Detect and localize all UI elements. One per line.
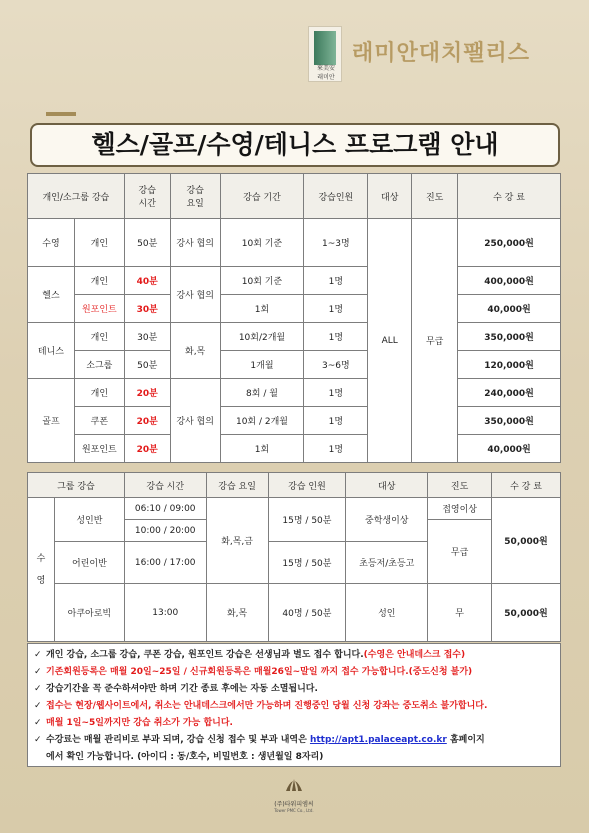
class-target: 중학생이상 [346,498,428,542]
lesson-type: 원포인트 [74,435,124,463]
header-group: 그룹 강습 [28,473,125,498]
check-icon: ✓ [34,701,42,711]
lesson-type: 개인 [74,219,124,267]
lesson-fee: 350,000원 [458,323,561,351]
lesson-day: 강사 협의 [170,219,220,267]
lesson-people: 1명 [304,435,368,463]
logo [308,26,342,82]
lesson-period: 10회 기준 [220,219,304,267]
lesson-fee: 400,000원 [458,267,561,295]
note-item [34,681,554,698]
homepage-link[interactable]: http://apt1.palaceapt.co.kr [309,735,447,745]
check-icon: ✓ [34,735,42,745]
class-progress: 접영이상 [428,498,492,520]
note-text: 매월 1일~5일까지만 강습 취소가 가능 합니다. [46,718,233,728]
lesson-fee: 40,000원 [458,295,561,323]
header-target: 대상 [346,473,428,498]
class-days: 화,목,금 [206,498,268,584]
class-time: 10:00 / 20:00 [124,520,206,542]
lesson-day: 화,목 [170,323,220,379]
lesson-period: 1개월 [220,351,304,379]
header-progress: 진도 [428,473,492,498]
lesson-type: 개인 [74,379,124,407]
lesson-people: 1명 [304,323,368,351]
class-aqua: 아쿠아로빅 [54,584,124,642]
lesson-period: 10회 / 2개월 [220,407,304,435]
class-adult: 성인반 [54,498,124,542]
header-time: 강습 시간 [124,473,206,498]
progress-none: 무급 [412,219,458,463]
header-day: 강습 요일 [170,174,220,219]
note-emphasis: (수영은 안내데스크 접수) [363,650,466,660]
header-time: 강습 시간 [124,174,170,219]
lesson-fee: 350,000원 [458,407,561,435]
notes-box [27,643,561,767]
company-name: (주)타워피엠씨 [274,801,314,808]
lesson-people: 1명 [304,295,368,323]
note-item [34,732,554,749]
note-text: 개인 강습, 소그룹 강습, 쿠폰 강습, 원포인트 강습은 선생님과 별도 접수 합니다. [46,650,364,660]
check-icon: ✓ [34,718,42,728]
lesson-people: 1명 [304,379,368,407]
group-lesson-table [27,472,561,642]
lesson-people: 1명 [304,407,368,435]
header-fee: 수 강 료 [458,174,561,219]
lesson-people: 3~6명 [304,351,368,379]
note-item [34,647,554,664]
lesson-period: 1회 [220,435,304,463]
brand-name: 래미안대치팰리스 [352,41,531,66]
category-tennis: 테니스 [28,323,75,379]
note-item [34,749,554,766]
note-text: 수강료는 매월 관리비로 부과 되며, 강습 신청 접수 및 부과 내역은 [46,735,307,745]
note-text: 에서 확인 가능합니다. (아이디 : 동/호수, 비밀번호 : 생년월일 8자리) [46,752,324,762]
lesson-period: 1회 [220,295,304,323]
check-icon: ✓ [34,667,42,677]
lesson-period: 10회 기준 [220,267,304,295]
note-text: 강습기간을 꼭 준수하셔야만 하며 기간 종료 후에는 자동 소멸됩니다. [46,684,318,694]
lesson-day: 강사 협의 [170,267,220,323]
individual-lesson-table [27,173,561,463]
class-time: 16:00 / 17:00 [124,542,206,584]
lesson-type: 소그룹 [74,351,124,379]
header-target: 대상 [368,174,412,219]
lesson-time: 20분 [124,435,170,463]
lesson-type: 원포인트 [74,295,124,323]
lesson-type: 개인 [74,323,124,351]
class-progress: 무급 [428,520,492,584]
note-emphasis: (중도신청 불가) [408,667,473,677]
lesson-period: 8회 / 월 [220,379,304,407]
lesson-fee: 40,000원 [458,435,561,463]
class-people: 15명 / 50분 [268,542,346,584]
class-progress: 무 [428,584,492,642]
note-item [34,664,554,681]
category-golf: 골프 [28,379,75,463]
lesson-time: 30분 [124,323,170,351]
logo-hanja: 來美安 [316,65,335,72]
lesson-time: 20분 [124,379,170,407]
logo-korean: 래미안 [317,74,335,81]
lesson-period: 10회/2개월 [220,323,304,351]
lesson-time: 50분 [124,219,170,267]
class-time: 06:10 / 09:00 [124,498,206,520]
note-text: 홈페이지 [449,735,485,745]
class-target: 초등저/초등고 [346,542,428,584]
class-fee: 50,000원 [492,498,561,584]
class-kids: 어린이반 [54,542,124,584]
accent-bar [46,112,76,116]
note-item [34,715,554,732]
category-swim: 수 영 [28,498,55,642]
header-individual: 개인/소그룹 강습 [28,174,125,219]
header-people: 강습인원 [304,174,368,219]
class-fee: 50,000원 [492,584,561,642]
note-item [34,698,554,715]
class-days: 화,목 [206,584,268,642]
check-icon: ✓ [34,650,42,660]
note-text: 기존회원등록은 매월 20일~25일 / 신규회원등록은 매월26일~말일 까지 접수 가능합니다. [46,667,409,677]
lesson-time: 40분 [124,267,170,295]
class-people: 15명 / 50분 [268,498,346,542]
note-text: 접수는 현장/웹사이트에서, 취소는 안내데스크에서만 가능하며 진행중인 당월 신청 강좌는 중도취소 불가합니다. [46,701,488,711]
page-title: 헬스/골프/수영/테니스 프로그램 안내 [30,123,560,167]
lesson-time: 30분 [124,295,170,323]
target-all: ALL [368,219,412,463]
company-name-en: Tower PMC Co., Ltd. [274,808,314,813]
header-period: 강습 기간 [220,174,304,219]
company-logo-icon [283,778,305,792]
class-people: 40명 / 50분 [268,584,346,642]
header-people: 강습 인원 [268,473,346,498]
lesson-fee: 240,000원 [458,379,561,407]
class-time: 13:00 [124,584,206,642]
lesson-fee: 120,000원 [458,351,561,379]
lesson-people: 1~3명 [304,219,368,267]
lesson-fee: 250,000원 [458,219,561,267]
lesson-type: 개인 [74,267,124,295]
check-icon: ✓ [34,684,42,694]
lesson-time: 50분 [124,351,170,379]
logo-emblem [314,31,336,65]
category-health: 헬스 [28,267,75,323]
lesson-day: 강사 협의 [170,379,220,463]
lesson-time: 20분 [124,407,170,435]
header-fee: 수 강 료 [492,473,561,498]
header-day: 강습 요일 [206,473,268,498]
category-swim: 수영 [28,219,75,267]
header-progress: 진도 [412,174,458,219]
lesson-type: 쿠폰 [74,407,124,435]
class-target: 성인 [346,584,428,642]
lesson-people: 1명 [304,267,368,295]
